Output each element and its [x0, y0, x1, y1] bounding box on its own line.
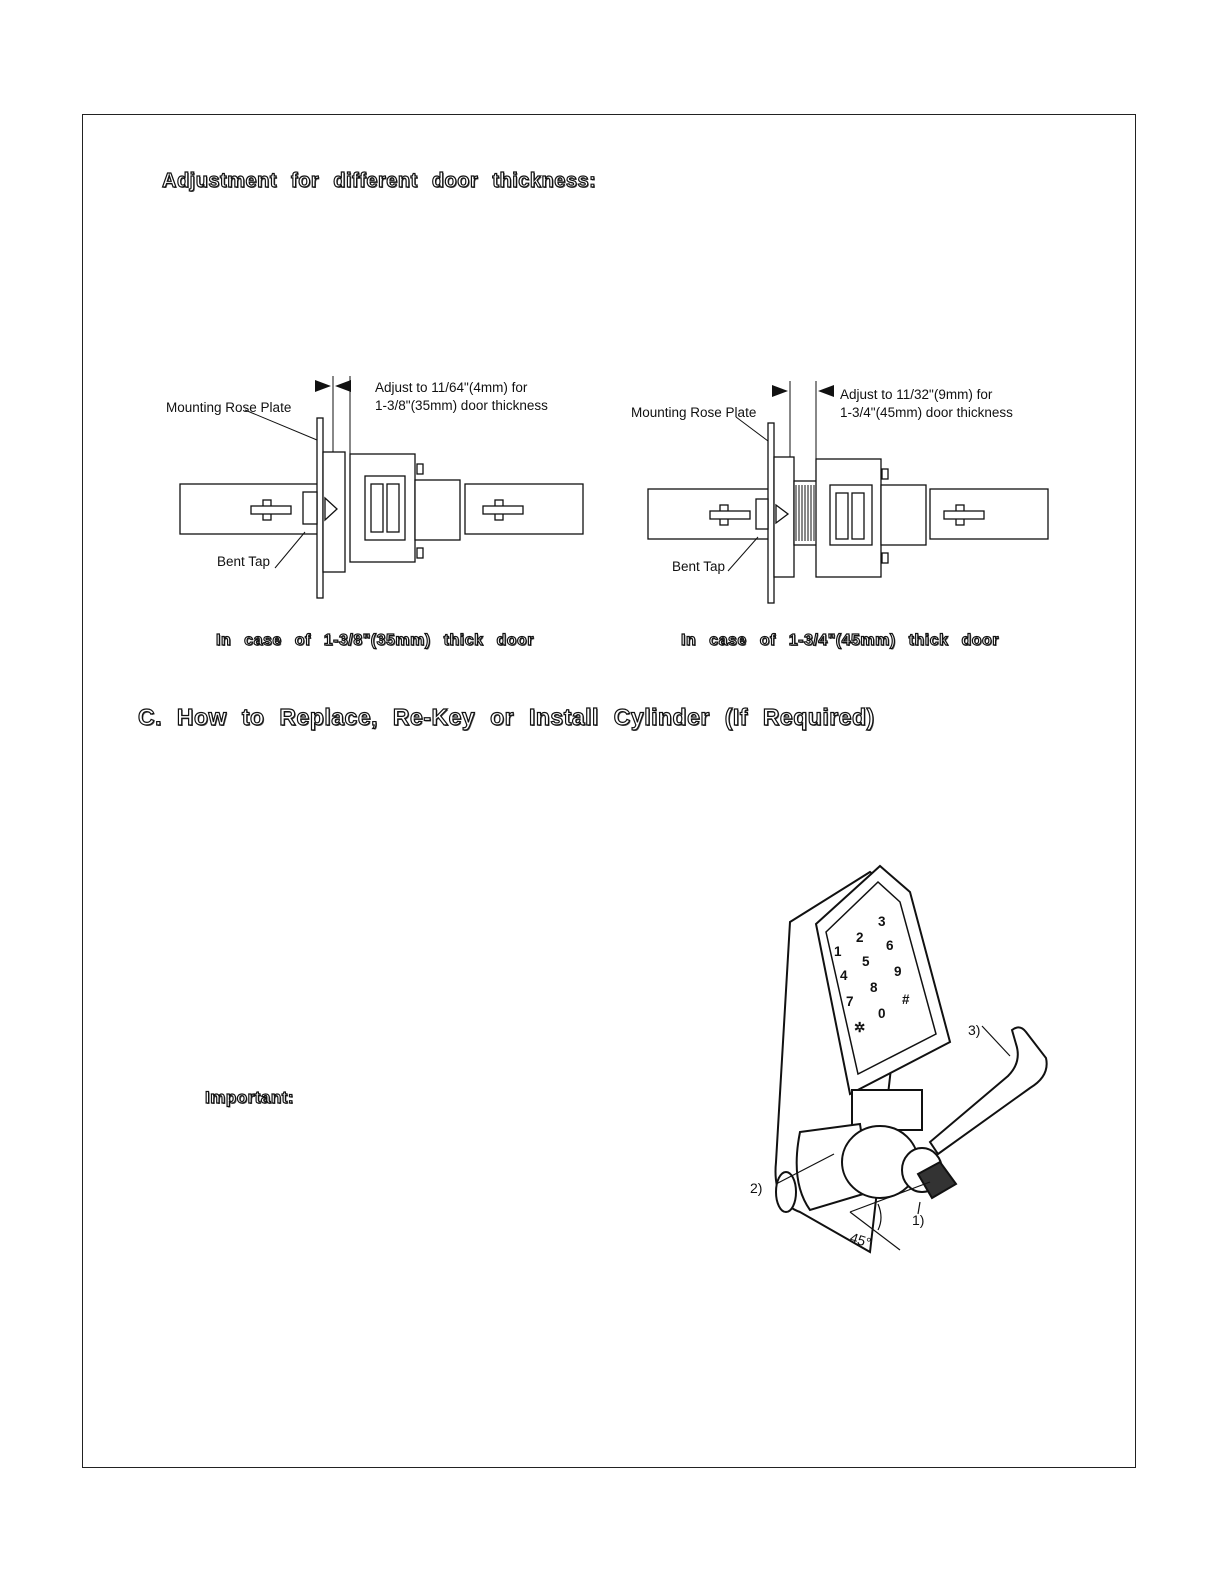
section-c-heading: C. How to Replace, Re-Key or Install Cylinder (If Required): [138, 704, 875, 730]
key-hash: #: [902, 992, 910, 1007]
key-2: 2: [856, 930, 864, 945]
key-0: 0: [878, 1006, 886, 1021]
diagram-right-45mm: [630, 377, 1060, 617]
important-label: Important:: [205, 1088, 295, 1107]
lock-illustration: [750, 862, 1070, 1262]
key-1: 1: [834, 944, 842, 959]
key-8: 8: [870, 980, 878, 995]
key-6: 6: [886, 938, 894, 953]
bent-tap-label: Bent Tap: [672, 559, 726, 574]
adjust-line1-label: Adjust to 11/32"(9mm) for: [840, 387, 993, 402]
step-2-label: 2): [750, 1180, 763, 1196]
key-4: 4: [840, 968, 848, 983]
step-3-label: 3): [968, 1022, 981, 1038]
caption-left: In case of 1-3/8"(35mm) thick door: [216, 632, 534, 649]
key-9: 9: [894, 964, 902, 979]
adjustment-heading: Adjustment for different door thickness:: [162, 170, 597, 192]
diagram-left-35mm: [165, 372, 595, 612]
key-7: 7: [846, 994, 854, 1009]
mounting-rose-plate-label: Mounting Rose Plate: [166, 400, 292, 415]
bent-tap-label: Bent Tap: [217, 554, 271, 569]
adjust-line2-label: 1-3/4"(45mm) door thickness: [840, 405, 1013, 420]
adjust-line2-label: 1-3/8"(35mm) door thickness: [375, 398, 548, 413]
angle-label: 45°: [848, 1229, 874, 1251]
key-star: ✲: [854, 1020, 866, 1035]
adjust-line1-label: Adjust to 11/64"(4mm) for: [375, 380, 528, 395]
caption-right: In case of 1-3/4"(45mm) thick door: [681, 632, 999, 649]
key-3: 3: [878, 914, 886, 929]
step-1-label: 1): [912, 1212, 925, 1228]
key-5: 5: [862, 954, 870, 969]
page-border-frame: [82, 114, 1136, 1468]
mounting-rose-plate-label: Mounting Rose Plate: [631, 405, 757, 420]
